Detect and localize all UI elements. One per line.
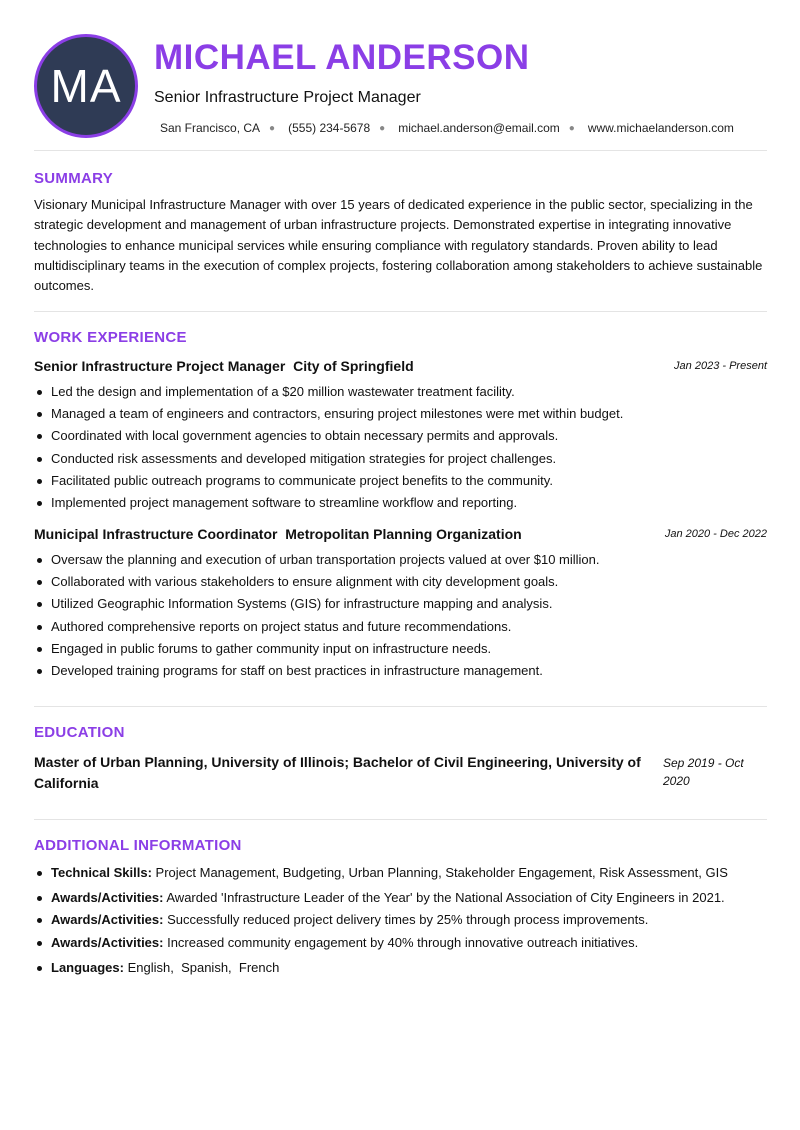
list-item: Authored comprehensive reports on project status and future recommendations.: [34, 616, 767, 638]
contact-bar: [160, 121, 734, 135]
info-text: Increased community engagement by 40% through innovative outreach initiatives.: [167, 934, 639, 950]
info-label: Awards/Activities:: [51, 934, 164, 950]
list-item: Facilitated public outreach programs to communicate project benefits to the community.: [34, 470, 767, 492]
education-heading: EDUCATION: [34, 724, 125, 741]
job-title: [34, 358, 414, 374]
candidate-name: MICHAEL ANDERSON: [154, 38, 530, 77]
list-item: Engaged in public forums to gather community input on infrastructure needs.: [34, 638, 767, 660]
candidate-role: Senior Infrastructure Project Manager: [154, 89, 421, 106]
list-item: Collaborated with various stakeholders to ensure alignment with city development goals.: [34, 571, 767, 593]
info-label: Awards/Activities:: [51, 890, 164, 906]
job-header: [34, 358, 767, 378]
list-item: [34, 932, 767, 954]
contact-location: San Francisco, CA: [160, 121, 261, 135]
experience-heading: WORK EXPERIENCE: [34, 329, 187, 346]
info-text: Awarded 'Infrastructure Leader of the Year' by the National Association of City Engineers in 2021.: [166, 890, 725, 906]
divider: [34, 706, 767, 707]
list-item: Led the design and implementation of a $20 million wastewater treatment facility.: [34, 381, 767, 403]
separator-dot-icon: ●: [269, 122, 276, 134]
info-label: Awards/Activities:: [51, 912, 164, 928]
list-item: [34, 909, 767, 931]
list-item: Managed a team of engineers and contractors, ensuring project milestones were met within budget.: [34, 403, 767, 425]
list-item: [34, 862, 767, 884]
list-item: [34, 957, 767, 979]
divider: [34, 150, 767, 151]
job-position: Senior Infrastructure Project Manager: [34, 358, 286, 374]
job-company: City of Springfield: [293, 358, 414, 374]
additional-list: [34, 862, 767, 979]
info-text: English, Spanish, French: [127, 959, 280, 975]
contact-phone[interactable]: (555) 234-5678: [288, 121, 371, 135]
contact-email[interactable]: michael.anderson@email.com: [398, 121, 560, 135]
list-item: Developed training programs for staff on best practices in infrastructure management.: [34, 660, 767, 682]
list-item: Implemented project management software to streamline workflow and reporting.: [34, 492, 767, 514]
summary-text: Visionary Municipal Infrastructure Manager with over 15 years of dedicated experience in the public sector, specializing in the strategic development and management of urban infrastructure projects. Demonstrated expertise in integrating innovative technologies to enhance municipal services while ensuring compliance with regulatory standards. Proven ability to lead multidisciplinary teams in the execution of complex projects, fostering collaboration among stakeholders to achieve sustainable outcomes.: [34, 197, 763, 294]
list-item: Utilized Geographic Information Systems (GIS) for infrastructure mapping and analysis.: [34, 593, 767, 615]
education-degree: Master of Urban Planning, University of Illinois; Bachelor of Civil Engineering, University of California: [34, 754, 641, 791]
info-label: Languages:: [51, 959, 124, 975]
job-bullet-list: [34, 549, 767, 682]
job-bullet-list: [34, 381, 767, 514]
contact-website[interactable]: www.michaelanderson.com: [587, 121, 734, 135]
job-header: [34, 526, 767, 546]
avatar: [34, 34, 138, 138]
list-item: Conducted risk assessments and developed mitigation strategies for project challenges.: [34, 448, 767, 470]
job-company: Metropolitan Planning Organization: [285, 526, 522, 542]
job-title: [34, 526, 522, 542]
job-dates: Jan 2020 - Dec 2022: [664, 528, 767, 540]
list-item: [34, 887, 767, 909]
additional-heading: ADDITIONAL INFORMATION: [34, 837, 242, 854]
job-position: Municipal Infrastructure Coordinator: [34, 526, 278, 542]
divider: [34, 819, 767, 820]
avatar-initials: MA: [50, 60, 122, 112]
separator-dot-icon: ●: [379, 122, 386, 134]
list-item: Coordinated with local government agencies to obtain necessary permits and approvals.: [34, 425, 767, 447]
info-text: Successfully reduced project delivery times by 25% through process improvements.: [167, 912, 649, 928]
separator-dot-icon: ●: [568, 122, 575, 134]
info-text: Project Management, Budgeting, Urban Planning, Stakeholder Engagement, Risk Assessment, GIS: [155, 865, 728, 880]
summary-heading: SUMMARY: [34, 170, 114, 187]
info-label: Technical Skills:: [51, 865, 152, 880]
divider: [34, 311, 767, 312]
job-dates: Jan 2023 - Present: [674, 360, 767, 372]
education-dates: Sep 2019 - Oct 2020: [663, 756, 744, 788]
list-item: Oversaw the planning and execution of urban transportation projects valued at over $10 million.: [34, 549, 767, 571]
